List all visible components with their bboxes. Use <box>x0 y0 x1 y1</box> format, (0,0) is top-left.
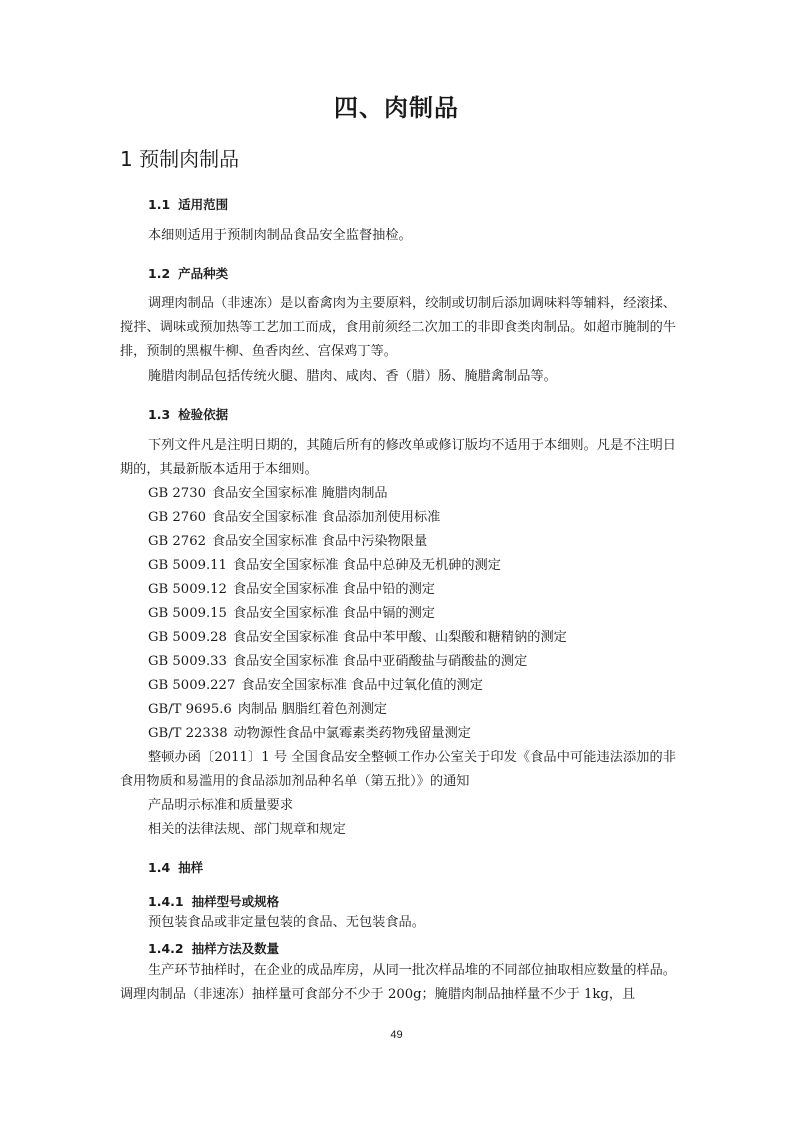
reference-item: GB 5009.33 食品安全国家标准 食品中亚硝酸盐与硝酸盐的测定 <box>148 654 528 669</box>
product-type-paragraph-1: 调理肉制品（非速冻）是以畜禽肉为主要原料，绞制或切制后添加调味料等辅料，经滚揉、搅拌、调味或预加热等工艺加工而成，食用前须经二次加工的非即食类肉制品。如超市腌制的牛排，预制的黑椒牛柳、鱼香肉丝、宫保鸡丁等。 <box>120 296 676 359</box>
product-type-paragraph-2: 腌腊肉制品包括传统火腿、腊肉、咸肉、香（腊）肠、腌腊禽制品等。 <box>148 369 557 384</box>
subsection-title: 适用范围 <box>178 197 229 212</box>
reference-extra: 相关的法律法规、部门规章和规定 <box>148 822 346 837</box>
subsection-number: 1.4.2 <box>148 941 184 956</box>
subsection-number: 1.4 <box>148 860 171 875</box>
section-title: 1 预制肉制品 <box>120 147 240 171</box>
reference-item: GB 2730 食品安全国家标准 腌腊肉制品 <box>148 486 388 501</box>
notice-paragraph: 整顿办函〔2011〕1 号 全国食品安全整顿工作办公室关于印发《食品中可能违法添加的非食用物质和易滥用的食品添加剂品种名单（第五批）》的通知 <box>120 750 676 789</box>
reference-item: GB/T 9695.6 肉制品 胭脂红着色剂测定 <box>148 702 388 717</box>
reference-item: GB 2762 食品安全国家标准 食品中污染物限量 <box>148 534 428 549</box>
subsection-heading-1-4 <box>148 858 203 876</box>
reference-item: GB 5009.12 食品安全国家标准 食品中铅的测定 <box>148 582 435 597</box>
subsection-number: 1.2 <box>148 266 171 281</box>
subsection-number: 1.4.1 <box>148 894 184 909</box>
scope-paragraph: 本细则适用于预制肉制品食品安全监督抽检。 <box>148 228 412 243</box>
reference-extra: 产品明示标准和质量要求 <box>148 798 294 813</box>
subsection-title: 抽样方法及数量 <box>191 941 280 956</box>
subsection-title: 检验依据 <box>178 407 229 422</box>
reference-item: GB 5009.15 食品安全国家标准 食品中镉的测定 <box>148 606 435 621</box>
reference-item: GB 5009.28 食品安全国家标准 食品中苯甲酸、山梨酸和糖精钠的测定 <box>148 630 567 645</box>
subsection-title: 产品种类 <box>178 266 229 281</box>
reference-item: GB 5009.227 食品安全国家标准 食品中过氧化值的测定 <box>148 678 483 693</box>
reference-item: GB/T 22338 动物源性食品中氯霉素类药物残留量测定 <box>148 726 471 741</box>
subsection-heading-1-4-2 <box>148 939 279 957</box>
subsection-heading-1-2 <box>148 264 228 282</box>
reference-item: GB 2760 食品安全国家标准 食品添加剂使用标准 <box>148 510 441 525</box>
sampling-method-paragraph: 生产环节抽样时，在企业的成品库房，从同一批次样品堆的不同部位抽取相应数量的样品。调理肉制品（非速冻）抽样量可食部分不少于 200g；腌腊肉制品抽样量不少于 1kg，且 <box>120 963 676 1002</box>
reference-item: GB 5009.11 食品安全国家标准 食品中总砷及无机砷的测定 <box>148 558 501 573</box>
sampling-spec-paragraph: 预包装食品或非定量包装的食品、无包装食品。 <box>148 915 425 930</box>
subsection-heading-1-3 <box>148 405 228 423</box>
subsection-heading-1-1 <box>148 195 228 213</box>
subsection-number: 1.1 <box>148 197 171 212</box>
subsection-title: 抽样 <box>178 860 204 875</box>
page-number: 49 <box>390 1029 403 1041</box>
subsection-heading-1-4-1 <box>148 892 279 910</box>
subsection-number: 1.3 <box>148 407 171 422</box>
chapter-title: 四、肉制品 <box>334 94 459 122</box>
basis-intro-paragraph: 下列文件凡是注明日期的，其随后所有的修改单或修订版均不适用于本细则。凡是不注明日期的，其最新版本适用于本细则。 <box>120 438 676 477</box>
subsection-title: 抽样型号或规格 <box>191 894 280 909</box>
